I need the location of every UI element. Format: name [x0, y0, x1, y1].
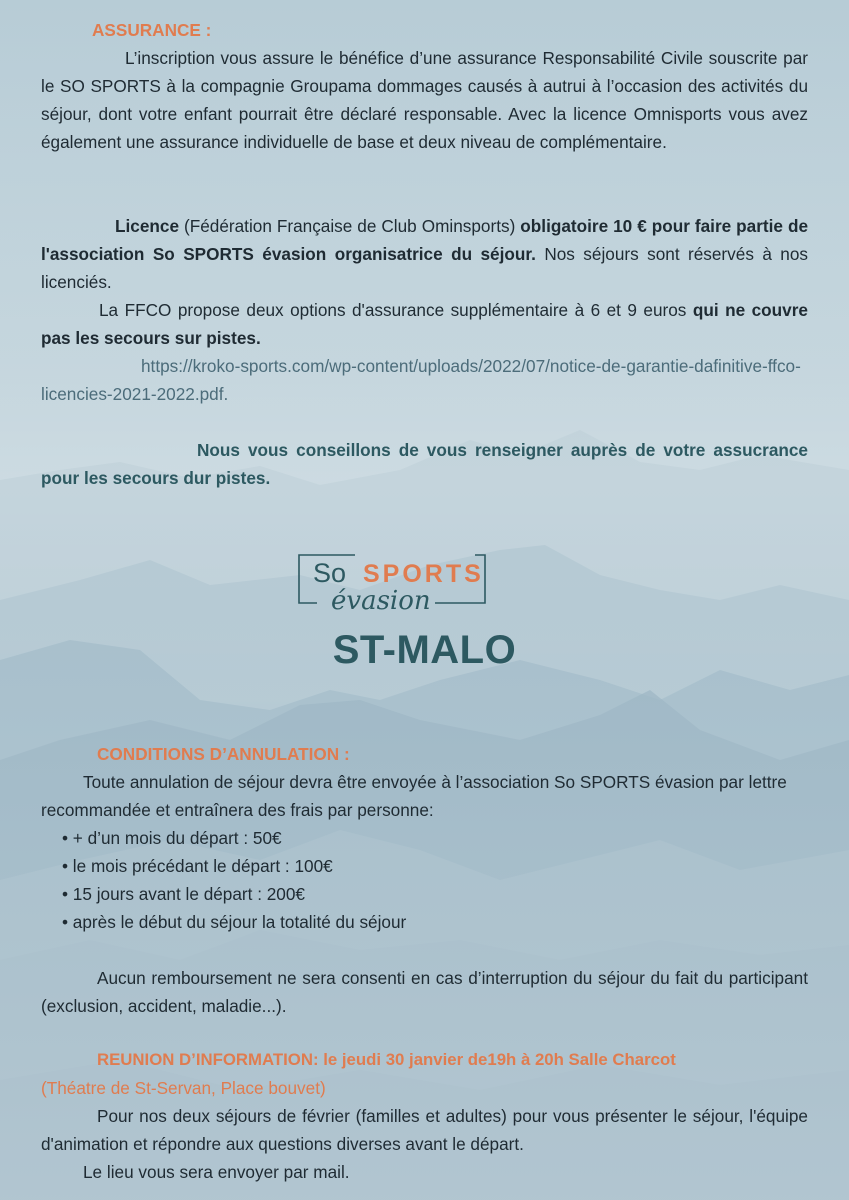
reunion-place: (Théatre de St-Servan, Place bouvet) — [41, 1078, 326, 1098]
reunion-mail: Le lieu vous sera envoyer par mail. — [83, 1162, 350, 1182]
annulation-intro: Toute annulation de séjour devra être envoyée à l’association So SPORTS évasion par lettre recommandée et entraînera des frais par personne: — [41, 772, 787, 820]
assurance-heading: ASSURANCE : — [92, 20, 212, 40]
list-item: • après le début du séjour la totalité du séjour — [62, 912, 407, 932]
annulation-heading: CONDITIONS D’ANNULATION : — [97, 744, 350, 764]
so-sports-evasion-logo — [297, 551, 487, 613]
licence-paragraph — [41, 212, 808, 296]
ffco-bold: qui ne couvre pas les secours sur pistes. — [41, 300, 808, 348]
licence-federation: (Fédération Française de Club Ominsports) — [184, 216, 516, 236]
licence-label: Licence — [115, 216, 180, 236]
ffco-paragraph — [41, 296, 808, 352]
list-item: • le mois précédant le départ : 100€ — [62, 856, 333, 876]
list-item: • + d’un mois du départ : 50€ — [62, 828, 282, 848]
logo-evasion: évasion — [331, 586, 431, 613]
ffco-notice-link[interactable]: https://kroko-sports.com/wp-content/uploads/2022/07/notice-de-garantie-dafinitive-ffco-licencies-2021-2022.pdf. — [41, 356, 801, 404]
refund-paragraph: Aucun remboursement ne sera consenti en cas d’interruption du séjour du fait du participant (exclusion, accident, maladie...). — [41, 968, 808, 1016]
licence-mandatory: obligatoire 10 € pour faire partie de l'association So SPORTS évasion organisatrice du séjour. — [41, 216, 809, 264]
licence-reserved: Nos séjours sont réservés à nos licenciés. — [41, 244, 808, 292]
logo-sports: SPORTS — [363, 560, 484, 588]
logo-so: So — [313, 558, 347, 588]
ffco-text: La FFCO propose deux options d'assurance supplémentaire à 6 et 9 euros — [99, 300, 687, 320]
list-item: • 15 jours avant le départ : 200€ — [62, 884, 305, 904]
reunion-text: Pour nos deux séjours de février (familles et adultes) pour vous présenter le séjour, l'équipe d'animation et répondre aux questions diverses avant le départ. — [41, 1106, 808, 1154]
advice-text: Nous vous conseillons de vous renseigner auprès de votre assucrance pour les secours dur pistes. — [41, 440, 808, 488]
assurance-paragraph: L’inscription vous assure le bénéfice d’une assurance Responsabilité Civile souscrite par le SO SPORTS à la compagnie Groupama dommages causés à autrui à l’occasion des activités du séjour, dont votre enfant pourrait être déclaré responsable. Avec la licence Omnisports vous avez également une assurance individuelle de base et deux niveau de complémentaire. — [41, 48, 808, 152]
reunion-heading: REUNION D’INFORMATION: le jeudi 30 janvier de19h à 20h Salle Charcot — [97, 1050, 676, 1069]
page-title: ST-MALO — [332, 628, 517, 672]
